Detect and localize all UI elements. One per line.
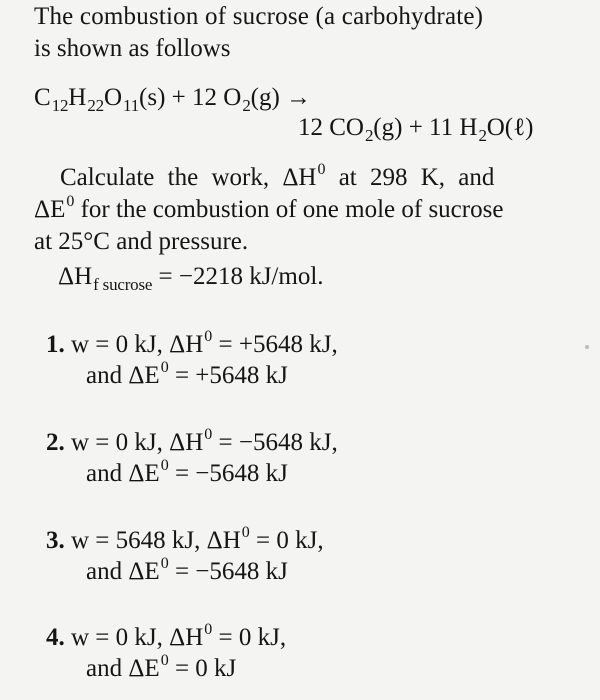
- reactant-state-and-oxygen-prefix: (s) + 12 O: [139, 84, 242, 111]
- option-3-line-1: [46, 526, 324, 559]
- formation-enthalpy-value: = −2218 kJ/mol.: [152, 263, 324, 290]
- option-2-line-1-superscript: 0: [204, 426, 213, 443]
- option-1-line-1-superscript: 0: [204, 328, 213, 345]
- water-state: O(ℓ): [486, 114, 534, 141]
- option-4-line-2: [86, 654, 236, 687]
- option-3-line-2: [86, 557, 288, 590]
- option-2-line-1-tail: = −5648 kJ,: [212, 429, 338, 456]
- calculation-line-3: at 25°C and pressure.: [34, 228, 249, 255]
- oxygen-gas-subscript: 2: [242, 96, 251, 115]
- reactant-carbon: C: [34, 84, 51, 111]
- option-1-line-2-prefix: and ΔE: [86, 362, 160, 389]
- calculation-line-2-tail: for the combustion of one mole of sucrose: [74, 196, 504, 223]
- option-3-line-2-superscript: 0: [160, 555, 169, 572]
- equation-line-2: [298, 113, 533, 145]
- option-4-line-1-superscript: 0: [204, 621, 213, 638]
- calculation-line-1-tail: at 298 K, and: [325, 164, 495, 191]
- option-2-line-2-superscript: 0: [160, 457, 169, 474]
- option-4-line-2-tail: = 0 kJ: [168, 655, 237, 682]
- oxygen-gas-state-arrow: (g) →: [250, 84, 312, 111]
- calculation-line-2: [34, 195, 503, 228]
- option-3-line-1-tail: = 0 kJ,: [249, 527, 324, 554]
- option-1-line-2-tail: = +5648 kJ: [168, 362, 288, 389]
- option-1-line-1-tail: = +5648 kJ,: [212, 331, 338, 358]
- question-line-2: is shown as follows: [34, 35, 231, 62]
- reactant-hydrogen: H: [68, 84, 87, 111]
- option-3-line-1-superscript: 0: [241, 524, 250, 541]
- water-subscript: 2: [478, 126, 487, 145]
- reactant-oxygen-subscript: 11: [123, 96, 140, 115]
- option-2-number: 2.: [46, 429, 65, 456]
- enthalpy-superscript: 0: [317, 161, 326, 178]
- option-3-line-2-tail: = −5648 kJ: [168, 558, 288, 585]
- formation-enthalpy-subscript: f sucrose: [93, 275, 153, 294]
- option-1-number: 1.: [46, 331, 65, 358]
- calculation-line-1: [60, 163, 494, 196]
- carbon-dioxide-prefix: 12 CO: [298, 114, 364, 141]
- reactant-hydrogen-subscript: 22: [87, 96, 104, 115]
- formation-enthalpy-symbol: ΔH: [58, 263, 93, 290]
- reactant-carbon-subscript: 12: [51, 96, 69, 115]
- option-3-line-2-prefix: and ΔE: [86, 558, 160, 585]
- carbon-dioxide-subscript: 2: [364, 126, 374, 145]
- option-4-number: 4.: [46, 624, 65, 651]
- option-3-number: 3.: [46, 527, 65, 554]
- option-1-line-2-superscript: 0: [160, 359, 169, 376]
- option-2-line-2: [86, 459, 288, 492]
- question-line-1: The combustion of sucrose (a carbohydrate): [34, 3, 484, 30]
- option-2-line-1-prefix: w = 0 kJ, ΔH: [64, 429, 204, 456]
- equation-line-1: [34, 83, 311, 115]
- energy-change-superscript: 0: [66, 193, 75, 210]
- scan-mark-dot: [585, 345, 589, 349]
- option-4-line-2-prefix: and ΔE: [86, 655, 160, 682]
- reactant-oxygen: O: [103, 84, 123, 111]
- option-1-line-1: [46, 330, 338, 363]
- option-4-line-1-prefix: w = 0 kJ, ΔH: [64, 624, 204, 651]
- option-4-line-1-tail: = 0 kJ,: [212, 624, 287, 651]
- formation-enthalpy-line: [58, 262, 324, 294]
- option-1-line-1-prefix: w = 0 kJ, ΔH: [64, 331, 204, 358]
- option-1-line-2: [86, 361, 288, 394]
- option-2-line-2-prefix: and ΔE: [86, 460, 160, 487]
- option-2-line-2-tail: = −5648 kJ: [168, 460, 288, 487]
- option-4-line-2-superscript: 0: [160, 652, 169, 669]
- option-3-line-1-prefix: w = 5648 kJ, ΔH: [64, 527, 241, 554]
- option-2-line-1: [46, 428, 338, 461]
- energy-change-symbol: ΔE: [34, 196, 66, 223]
- carbon-dioxide-state-and-water-prefix: (g) + 11 H: [373, 114, 478, 141]
- calculation-line-1-prefix: Calculate the work, ΔH: [60, 164, 317, 191]
